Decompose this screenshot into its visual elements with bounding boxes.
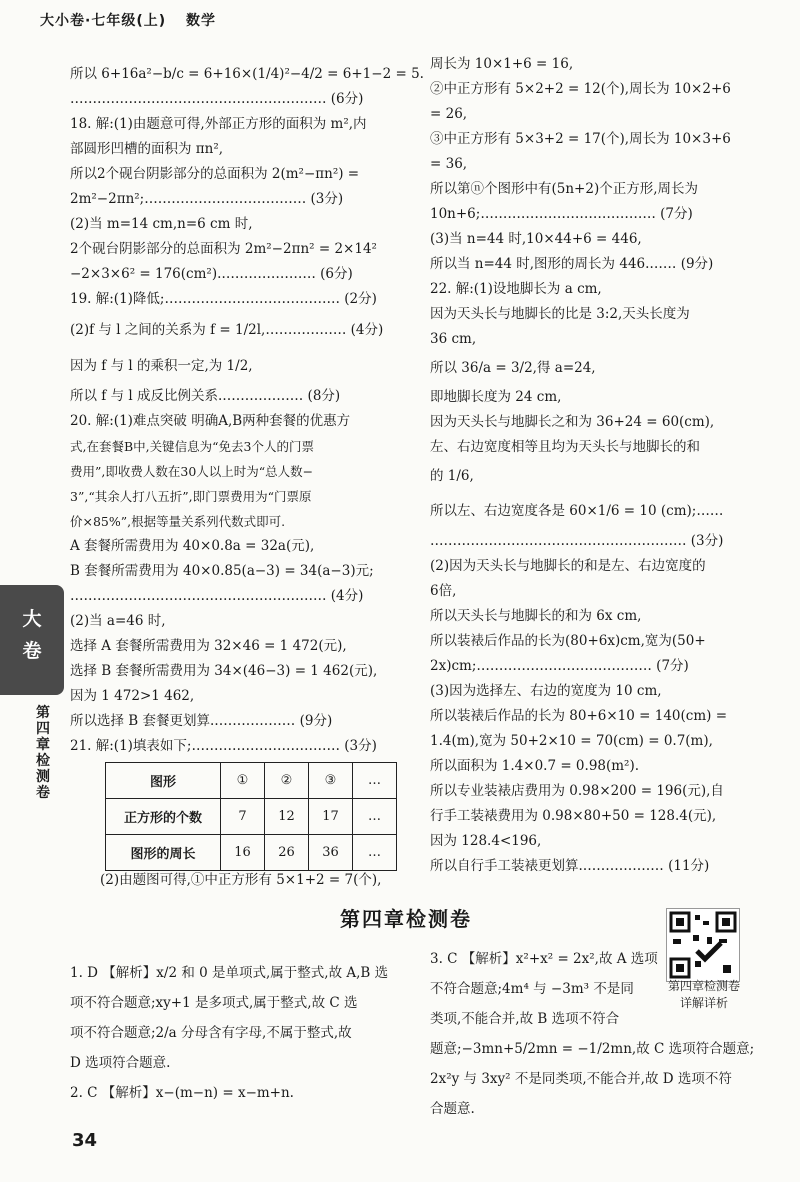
question-22: 22. 解:(1)设地脚长为 a cm,	[430, 281, 602, 297]
text-line: 左、右边宽度相等且均为天头长与地脚长的和	[430, 439, 700, 455]
answer-table	[105, 762, 397, 871]
text-line: 所以天头长与地脚长的和为 6x cm,	[430, 608, 642, 624]
side-tab-big: 大	[22, 608, 42, 630]
text-line: 题意;−3mn+5/2mn = −1/2mn,故 C 选项符合题意;	[430, 1041, 755, 1057]
text-line: D 选项符合题意.	[70, 1055, 171, 1071]
qr-caption-line: 详解详析	[679, 996, 728, 1010]
page-header	[40, 10, 230, 30]
text-line: 所以装裱后作品的长为(80+6x)cm,宽为(50+	[430, 633, 706, 649]
question-21: 21. 解:(1)填表如下;…………………………… (3分)	[70, 738, 377, 754]
text-line: 选择 B 套餐所需费用为 34×(46−3) = 1 462(元),	[70, 663, 378, 679]
text-line: 所以 6+16a²−b/c = 6+16×(1/4)²−4/2 = 6+1−2 = 5.	[70, 66, 424, 82]
right-column	[430, 52, 780, 879]
text-line: 所以选择 B 套餐更划算.……………… (9分)	[70, 713, 333, 729]
answer-2: 2. C 【解析】x−(m−n) = x−m+n.	[70, 1085, 294, 1101]
text-line: (3)当 n=44 时,10×44+6 = 446,	[430, 231, 642, 247]
qr-caption	[654, 978, 754, 1012]
answer-1: 1. D 【解析】x/2 和 0 是单项式,属于整式,故 A,B 选	[70, 965, 389, 981]
text-line: (2)当 a=46 时,	[70, 613, 166, 629]
text-line: ………………………………………………… (3分)	[430, 533, 724, 549]
text-line: 项不符合题意;2/a 分母含有字母,不属于整式,故	[70, 1025, 352, 1041]
text-line: 选择 A 套餐所需费用为 32×46 = 1 472(元),	[70, 638, 347, 654]
bottom-left-answers	[70, 958, 410, 1108]
text-line: 所以左、右边宽度各是 60×1/6 = 10 (cm);……	[430, 503, 724, 519]
side-tab-juan: 卷	[22, 640, 42, 662]
question-18: 18. 解:(1)由题意可得,外部正方形的面积为 m²,内	[70, 116, 367, 132]
text-line: 36 cm,	[430, 331, 477, 347]
text-line: 1.4(m),宽为 50+2×10 = 70(cm) = 0.7(m),	[430, 733, 713, 749]
text-line: 所以自行手工装裱更划算.……………… (11分)	[430, 858, 710, 874]
text-line: 所以 f 与 l 成反比例关系.……………… (8分)	[70, 388, 341, 404]
table-cell: 26	[265, 835, 309, 871]
text-line: 的 1/6,	[430, 468, 474, 484]
question-20: 20. 解:(1)难点突破 明确A,B两种套餐的优惠方	[70, 413, 351, 429]
text-line: 所以面积为 1.4×0.7 = 0.98(m²).	[430, 758, 640, 774]
text-line: 因为天头长与地脚长的比是 3:2,天头长度为	[430, 306, 690, 322]
text-line: ③中正方形有 5×3+2 = 17(个),周长为 10×3+6	[430, 131, 731, 147]
text-line: B 套餐所需费用为 40×0.85(a−3) = 34(a−3)元;	[70, 563, 374, 579]
subject-title: 数学	[186, 13, 216, 29]
text-line: 所以装裱后作品的长为 80+6×10 = 140(cm) =	[430, 708, 728, 724]
text-line: = 36,	[430, 156, 468, 172]
table-cell: ③	[309, 763, 353, 799]
table-cell: 7	[221, 799, 265, 835]
table-cell: 16	[221, 835, 265, 871]
chapter-title: 第四章检测卷	[340, 907, 472, 931]
table-cell: …	[353, 799, 397, 835]
series-title: 大小卷·七年级(上)	[40, 13, 167, 29]
page-number: 34	[72, 1130, 98, 1151]
text-line: 价×85%”,根据等量关系列代数式即可.	[70, 514, 286, 529]
text-line: 所以专业装裱店费用为 0.98×200 = 196(元),自	[430, 783, 724, 799]
text-line: 类项,不能合并,故 B 选项不符合	[430, 1011, 620, 1027]
table-cell: 36	[309, 835, 353, 871]
question-19: 19. 解:(1)降低;………………………………… (2分)	[70, 291, 377, 307]
bottom-right-answers	[430, 944, 658, 1034]
text-line: ………………………………………………… (6分)	[70, 91, 364, 107]
text-line: 合题意.	[430, 1101, 475, 1117]
text-line: 所以第ⓝ个图形中有(5n+2)个正方形,周长为	[430, 181, 699, 197]
text-line: 2x²y 与 3xy² 不是同类项,不能合并,故 D 选项不符	[430, 1071, 732, 1087]
text-line: 2x)cm;………………………………… (7分)	[430, 658, 689, 674]
table-cell: ②	[265, 763, 309, 799]
left-column	[70, 62, 424, 759]
text-line: 2个砚台阴影部分的总面积为 2m²−2πn² = 2×14²	[70, 241, 377, 257]
text-line: ②中正方形有 5×2+2 = 12(个),周长为 10×2+6	[430, 81, 731, 97]
side-chapter-label: 第四章检测卷	[36, 705, 50, 801]
text-line: 6倍,	[430, 583, 457, 599]
text-line: 因为天头长与地脚长之和为 36+24 = 60(cm),	[430, 414, 715, 430]
text-line: (2)因为天头长与地脚长的和是左、右边宽度的	[430, 558, 706, 574]
text-line: 周长为 10×1+6 = 16,	[430, 56, 574, 72]
text-line: 项不符合题意;xy+1 是多项式,属于整式,故 C 选	[70, 995, 358, 1011]
answer-3: 3. C 【解析】x²+x² = 2x²,故 A 选项	[430, 951, 658, 967]
table-cell: 正方形的个数	[106, 799, 221, 835]
text-line: 2m²−2πn²;……………………………… (3分)	[70, 191, 344, 207]
table-cell: 图形的周长	[106, 835, 221, 871]
bottom-right-rest	[430, 1034, 780, 1124]
text-line: = 26,	[430, 106, 468, 122]
table-cell: …	[353, 763, 397, 799]
text-line: 式,在套餐B中,关键信息为“免去3个人的门票	[70, 439, 314, 454]
qr-code-icon[interactable]	[666, 908, 740, 982]
text-line: (2)当 m=14 cm,n=6 cm 时,	[70, 216, 253, 232]
text-line: 10n+6;………………………………… (7分)	[430, 206, 693, 222]
table-row	[106, 835, 397, 871]
qr-caption-line: 第四章检测卷	[667, 979, 740, 993]
text-line: 所以 36/a = 3/2,得 a=24,	[430, 360, 596, 376]
text-line: 因为 1 472>1 462,	[70, 688, 195, 704]
text-line: 行手工装裱费用为 0.98×80+50 = 128.4(元),	[430, 808, 717, 824]
text-line: 即地脚长度为 24 cm,	[430, 389, 562, 405]
table-cell: 图形	[106, 763, 221, 799]
text-line: A 套餐所需费用为 40×0.8a = 32a(元),	[70, 538, 315, 554]
text-line: 所以2个砚台阴影部分的总面积为 2(m²−πn²) =	[70, 166, 360, 182]
text-line: (2)f 与 l 之间的关系为 f = 1/2l,……………… (4分)	[70, 322, 384, 338]
side-tab	[0, 585, 64, 695]
table-cell: 17	[309, 799, 353, 835]
text-line: 因为 f 与 l 的乘积一定,为 1/2,	[70, 358, 253, 374]
table-cell: ①	[221, 763, 265, 799]
text-line: 3”,“其余人打八五折”,即门票费用为“门票原	[70, 489, 312, 504]
text-line: −2×3×6² = 176(cm²).………………… (6分)	[70, 266, 353, 282]
text-line: (3)因为选择左、右边的宽度为 10 cm,	[430, 683, 662, 699]
text-line: 所以当 n=44 时,图形的周长为 446.…… (9分)	[430, 256, 714, 272]
text-line: 不符合题意;4m⁴ 与 −3m³ 不是同	[430, 981, 634, 997]
text-line: ………………………………………………… (4分)	[70, 588, 364, 604]
table-cell: 12	[265, 799, 309, 835]
text-line: 部圆形凹槽的面积为 πn²,	[70, 141, 224, 157]
table-cell: …	[353, 835, 397, 871]
text-line: 因为 128.4<196,	[430, 833, 542, 849]
table-row	[106, 799, 397, 835]
text-line: 费用”,即收费人数在30人以上时为“总人数−	[70, 464, 314, 479]
table-header-row	[106, 763, 397, 799]
left-after-table: (2)由题图可得,①中正方形有 5×1+2 = 7(个),	[100, 872, 382, 888]
